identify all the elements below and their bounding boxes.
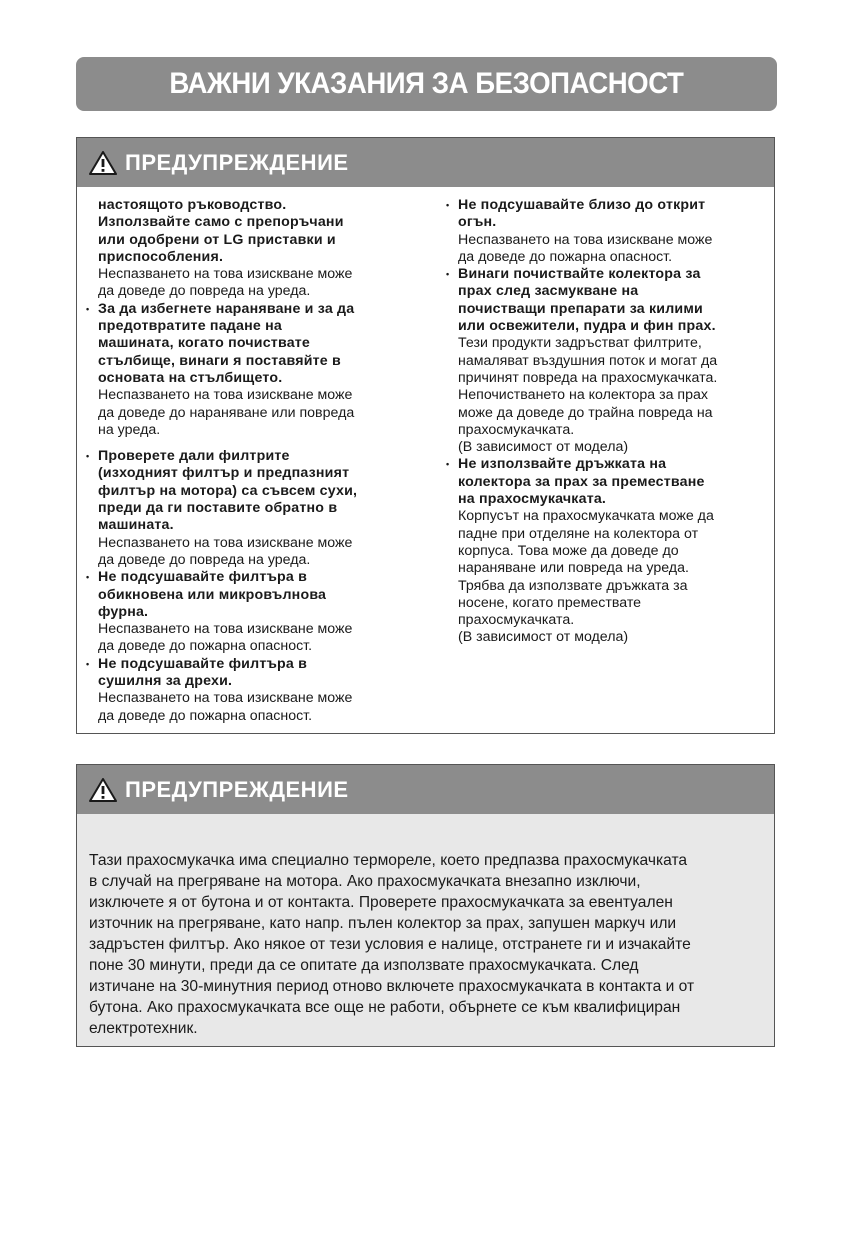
warning-box-1-right-column (445, 197, 775, 647)
right-p1-text-line: Неспазването на това изискване може (458, 231, 713, 248)
left-p2-bold-line: машината, когато почиствате (98, 335, 311, 352)
right-paragraph-3 (445, 456, 775, 646)
left-p3-text-line: да доведе до повреда на уреда. (98, 551, 311, 568)
left-p3-text-line: Неспазването на това изискване може (98, 534, 353, 551)
left-p5-bold-line: • Не подсушавайте филтъра в (85, 656, 405, 673)
right-p3-text-line: корпуса. Това може да доведе до (458, 542, 679, 559)
right-paragraph-2 (445, 266, 775, 456)
right-p3-bold-line: колектора за прах за преместване (458, 473, 705, 490)
body-text-line: електротехник. (89, 1020, 198, 1037)
right-p2-bold-line: или освежители, пудра и фин прах. (458, 318, 716, 335)
left-p4-text-line: да доведе до пожарна опасност. (98, 638, 313, 655)
right-p3-bold-line: на прахосмукачката. (458, 491, 607, 508)
left-paragraph-5 (85, 656, 405, 725)
page-title: ВАЖНИ УКАЗАНИЯ ЗА БЕЗОПАСНОСТ (169, 67, 684, 100)
warning-box-1-header (77, 138, 774, 187)
page-title-banner (76, 57, 777, 111)
left-p1-bold-line: настоящото ръководство. (98, 197, 287, 213)
left-p1-bold-line: приспособления. (98, 248, 224, 265)
left-paragraph-4 (85, 569, 405, 655)
left-p3-bold-line: • Проверете дали филтрите (85, 448, 405, 465)
warning-box-2-body (89, 850, 775, 1039)
warning-box-2-heading: ПРЕДУПРЕЖДЕНИЕ (125, 776, 349, 802)
warning-box-2 (76, 764, 775, 1047)
warning-triangle-icon (89, 150, 117, 176)
left-p4-text-line: Неспазването на това изискване може (98, 621, 353, 638)
left-p5-text-line: да доведе до пожарна опасност. (98, 707, 313, 724)
right-p2-text-line: (В зависимост от модела) (458, 439, 629, 456)
left-p2-bold-line: основата на стълбището. (98, 369, 283, 386)
warning-box-1-heading: ПРЕДУПРЕЖДЕНИЕ (125, 149, 349, 175)
left-p3-bold-line: (изходният филтър и предпазният (98, 465, 350, 482)
right-p2-text-line: Тези продукти задръстват филтрите, (458, 335, 702, 352)
body-text-line: изтичане на 30-минутния период отново включете прахосмукачката в контакта и от (89, 978, 695, 995)
left-p1-text-line: да доведе до повреда на уреда. (98, 283, 311, 300)
right-p3-text-line: (В зависимост от модела) (458, 629, 629, 646)
body-text-line: в случай на прегряване на мотора. Ако прахосмукачката внезапно изключи, (89, 873, 641, 890)
right-p3-bold-line: • Не използвайте дръжката на (445, 456, 775, 473)
left-p2-bold-line: предотвратите падане на (98, 318, 282, 335)
left-p4-bold-line: • Не подсушавайте филтъра в (85, 569, 405, 586)
left-p5-bold-line: сушилня за дрехи. (98, 673, 233, 690)
right-p1-bold-line: • Не подсушавайте близо до открит (445, 197, 775, 214)
body-text-line: изключете я от бутона и от контакта. Проверете прахосмукачката за евентуален (89, 894, 673, 911)
right-p3-text-line: носене, когато премествате (458, 594, 642, 611)
warning-box-2-header (77, 765, 774, 814)
right-p3-text-line: прахосмукачката. (458, 612, 575, 629)
right-p2-text-line: може да доведе до трайна повреда на (458, 404, 713, 421)
warning-box-1 (76, 137, 775, 734)
right-p3-text-line: нараняване или повреда на уреда. (458, 560, 689, 577)
left-paragraph-1 (85, 197, 405, 301)
left-p4-bold-line: обикновена или микровълнова (98, 586, 327, 603)
left-p2-text-line: на уреда. (98, 421, 161, 438)
warning-triangle-icon (89, 777, 117, 803)
left-p4-bold-line: фурна. (98, 603, 149, 620)
left-p1-text-line: Неспазването на това изискване може (98, 266, 353, 283)
left-p2-bold-line: • За да избегнете нараняване и за да (85, 301, 405, 318)
body-text-line: Тази прахосмукачка има специално термореле, което предпазва прахосмукачката (89, 852, 688, 869)
left-p1-bold-line: Използвайте само с препоръчани (98, 214, 344, 231)
right-p3-text-line: Трябва да използвате дръжката за (458, 577, 688, 594)
left-p2-text-line: да доведе до нараняване или повреда (98, 404, 355, 421)
left-p3-bold-line: преди да ги поставите обратно в (98, 500, 338, 517)
right-p2-text-line: прахосмукачката. (458, 421, 575, 438)
left-p2-text-line: Неспазването на това изискване може (98, 387, 353, 404)
right-p1-text-line: да доведе до пожарна опасност. (458, 248, 673, 265)
body-text-line: източник на прегряване, като напр. пълен колектор за прах, запушен маркуч или (89, 915, 677, 932)
right-p2-text-line: причинят повреда на прахосмукачката. (458, 369, 718, 386)
right-p2-bold-line: прах след засмукване на (458, 283, 639, 300)
left-paragraph-3 (85, 448, 405, 569)
body-text-line: бутона. Ако прахосмукачката все още не работи, обърнете се към квалифициран (89, 999, 681, 1016)
body-text-line: задръстен филтър. Ако някое от тези условия е налице, отстранете ги и изчакайте (89, 936, 691, 953)
right-p2-text-line: намаляват въздушния поток и могат да (458, 352, 718, 369)
right-p2-bold-line: • Винаги почиствайте колектора за (445, 266, 775, 283)
left-p5-text-line: Неспазването на това изискване може (98, 690, 353, 707)
right-p3-text-line: Корпусът на прахосмукачката може да (458, 508, 714, 525)
left-p3-bold-line: машината. (98, 517, 174, 534)
left-paragraph-2 (85, 301, 405, 439)
left-p1-bold-line: или одобрени от LG приставки и (98, 231, 336, 248)
right-p2-text-line: Непочистването на колектора за прах (458, 387, 708, 404)
left-p2-bold-line: стълбище, винаги я поставяйте в (98, 352, 341, 369)
body-text-line: поне 30 минути, преди да се опитате да използвате прахосмукачката. След (89, 957, 639, 974)
warning-box-1-left-column (85, 197, 405, 725)
right-paragraph-1 (445, 197, 775, 266)
right-p1-bold-line: огън. (458, 214, 497, 231)
right-p2-bold-line: почистващи препарати за килими (458, 300, 703, 317)
right-p3-text-line: падне при отделяне на колектора от (458, 525, 699, 542)
left-p3-bold-line: филтър на мотора) са съвсем сухи, (98, 482, 358, 499)
